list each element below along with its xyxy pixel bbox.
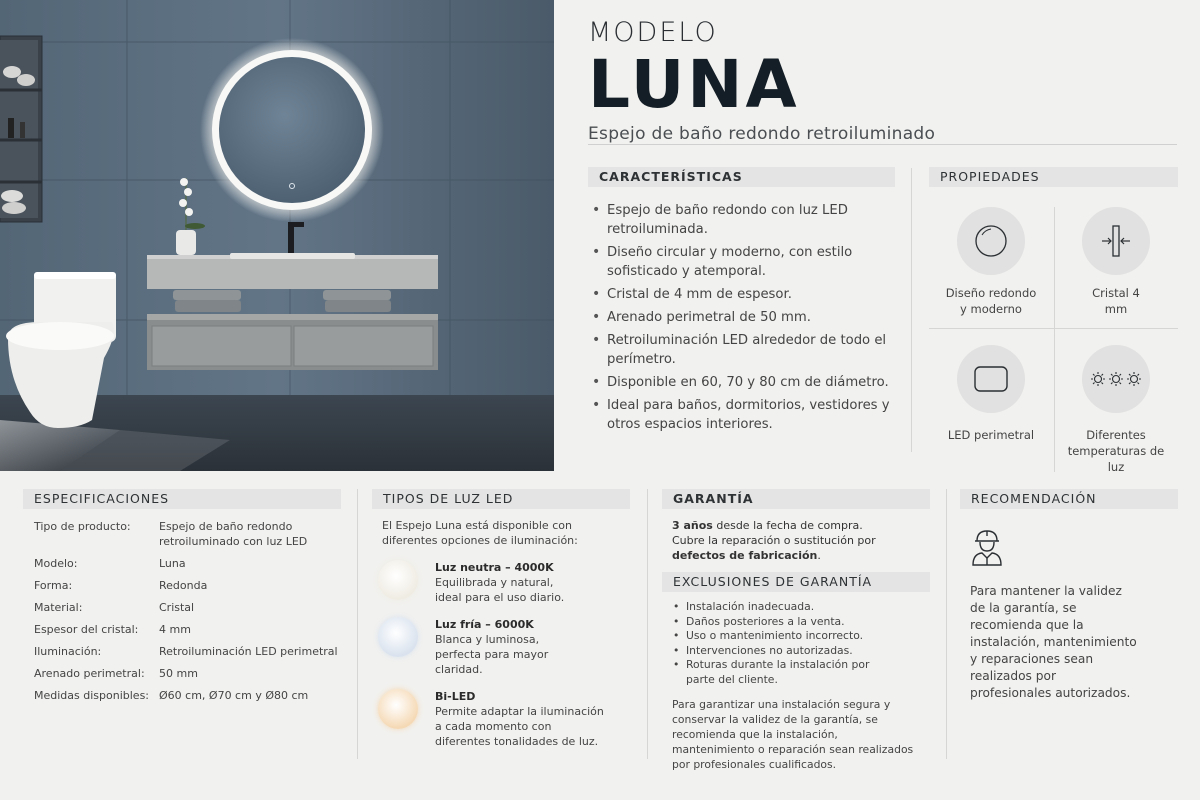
spec-value: 50 mm [159, 667, 198, 680]
spec-key: Tipo de producto: [34, 520, 131, 533]
title-block [588, 18, 1178, 144]
section-divider [357, 489, 358, 759]
spec-row [34, 519, 341, 549]
model-label: MODELO [588, 17, 718, 48]
warranty-text-1: desde la fecha de compra. [712, 519, 863, 532]
feature-item: • Cristal de 4 mm de espesor. [592, 285, 895, 304]
light-swatch [378, 617, 418, 657]
product-photo [0, 0, 554, 471]
spec-row [34, 600, 341, 615]
led-perimeter-icon [957, 345, 1025, 413]
spec-value: Retroiluminación LED perimetral [159, 645, 338, 658]
spec-value: Ø60 cm, Ø70 cm y Ø80 cm [159, 689, 309, 702]
specs-section [23, 489, 341, 710]
spec-value: Cristal [159, 601, 195, 614]
section-divider [647, 489, 648, 759]
warranty-defects: defectos de fabricación [672, 549, 818, 562]
properties-header: PROPIEDADES [929, 167, 1178, 187]
product-name: LUNA [588, 46, 800, 123]
exclusion-item: • Intervenciones no autorizadas. [672, 644, 930, 659]
warranty-text: 3 años desde la fecha de compra. Cubre la reparación o sustitución por defectos de fabricación. [672, 519, 876, 562]
spec-key: Arenado perimetral: [34, 667, 145, 680]
warranty-years: 3 años [672, 519, 713, 532]
exclusions-list [662, 600, 930, 687]
features-section [588, 167, 895, 438]
property-round-design [929, 207, 1053, 317]
spec-row [34, 688, 341, 703]
property-label: Diferentes temperaturas de luz [1067, 428, 1165, 474]
exclusions-header: EXCLUSIONES DE GARANTÍA [662, 572, 930, 592]
exclusion-item: • Roturas durante la instalación por parte del cliente. [672, 658, 887, 687]
recommendation-section [960, 489, 1178, 702]
feature-item: • Ideal para baños, dormitorios, vestidores y otros espacios interiores. [592, 396, 895, 434]
properties-grid [929, 187, 1178, 477]
light-type-name: Luz fría – 6000K [435, 618, 534, 631]
spec-value: Luna [159, 557, 186, 570]
property-label: Diseño redondo y moderno [945, 286, 1037, 316]
spec-row [34, 622, 341, 637]
technician-icon [960, 527, 1178, 571]
light-type-name: Luz neutra – 4000K [435, 561, 554, 574]
recommendation-text: Para mantener la validez de la garantía, se recomienda que la instalación, mantenimiento y reparaciones sean realizados por profesionales autorizados. [970, 584, 1137, 700]
features-header: CARACTERÍSTICAS [588, 167, 895, 187]
light-type-name: Bi-LED [435, 690, 476, 703]
warranty-section [662, 489, 930, 772]
feature-item: • Arenado perimetral de 50 mm. [592, 308, 895, 327]
property-temperatures [1054, 345, 1178, 475]
title-divider [588, 144, 1177, 145]
light-swatch [378, 689, 418, 729]
light-temperatures-icon [1082, 345, 1150, 413]
exclusions-section [662, 572, 930, 687]
spec-key: Forma: [34, 579, 73, 592]
spec-key: Iluminación: [34, 645, 102, 658]
spec-row [34, 644, 341, 659]
spec-row [34, 578, 341, 593]
light-type-desc: Permite adaptar la iluminación a cada momento con diferentes tonalidades de luz. [435, 705, 604, 748]
light-type-item [372, 617, 630, 677]
property-label: Cristal 4 mm [1092, 286, 1140, 316]
warranty-text-2: Cubre la reparación o sustitución por [672, 534, 876, 547]
feature-item: • Diseño circular y moderno, con estilo sofisticado y atemporal. [592, 243, 895, 281]
spec-row [34, 666, 341, 681]
light-types-section [372, 489, 630, 749]
light-type-desc: Blanca y luminosa, perfecta para mayor claridad. [435, 633, 549, 676]
spec-value: Redonda [159, 579, 208, 592]
light-swatch [378, 560, 418, 600]
spec-key: Espesor del cristal: [34, 623, 139, 636]
feature-item: • Espejo de baño redondo con luz LED retroiluminada. [592, 201, 895, 239]
property-glass [1054, 207, 1178, 317]
spec-key: Medidas disponibles: [34, 689, 150, 702]
spec-value: Espejo de baño redondo retroiluminado con luz LED [159, 520, 308, 548]
light-type-desc: Equilibrada y natural, ideal para el uso diario. [435, 576, 565, 604]
light-types-header: TIPOS DE LUZ LED [372, 489, 630, 509]
grid-divider [929, 328, 1178, 329]
exclusion-item: • Instalación inadecuada. [672, 600, 930, 615]
spec-key: Modelo: [34, 557, 78, 570]
properties-section [929, 167, 1178, 477]
property-label: LED perimetral [947, 428, 1035, 442]
product-subtitle: Espejo de baño redondo retroiluminado [588, 124, 936, 144]
specs-header: ESPECIFICACIONES [23, 489, 341, 509]
specs-table [23, 519, 341, 703]
section-divider [911, 168, 912, 452]
glass-thickness-icon [1082, 207, 1150, 275]
property-led [929, 345, 1053, 443]
warranty-note: Para garantizar una instalación segura y conservar la validez de la garantía, se recomienda que la instalación, mantenimiento o reparación sean realizados por profesionales cualificados. [672, 698, 914, 771]
exclusion-item: • Uso o mantenimiento incorrecto. [672, 629, 930, 644]
feature-item: • Retroiluminación LED alrededor de todo el perímetro. [592, 331, 895, 369]
recommendation-header: RECOMENDACIÓN [960, 489, 1178, 509]
light-type-item [372, 689, 630, 749]
exclusion-item: • Daños posteriores a la venta. [672, 615, 930, 630]
light-types-intro: El Espejo Luna está disponible con diferentes opciones de iluminación: [382, 519, 578, 547]
spec-row [34, 556, 341, 571]
spec-key: Material: [34, 601, 83, 614]
features-list [588, 201, 895, 434]
warranty-header: GARANTÍA [662, 489, 930, 509]
feature-item: • Disponible en 60, 70 y 80 cm de diámetro. [592, 373, 895, 392]
spec-value: 4 mm [159, 623, 191, 636]
section-divider [946, 489, 947, 759]
light-type-item [372, 560, 630, 605]
round-mirror-icon [957, 207, 1025, 275]
